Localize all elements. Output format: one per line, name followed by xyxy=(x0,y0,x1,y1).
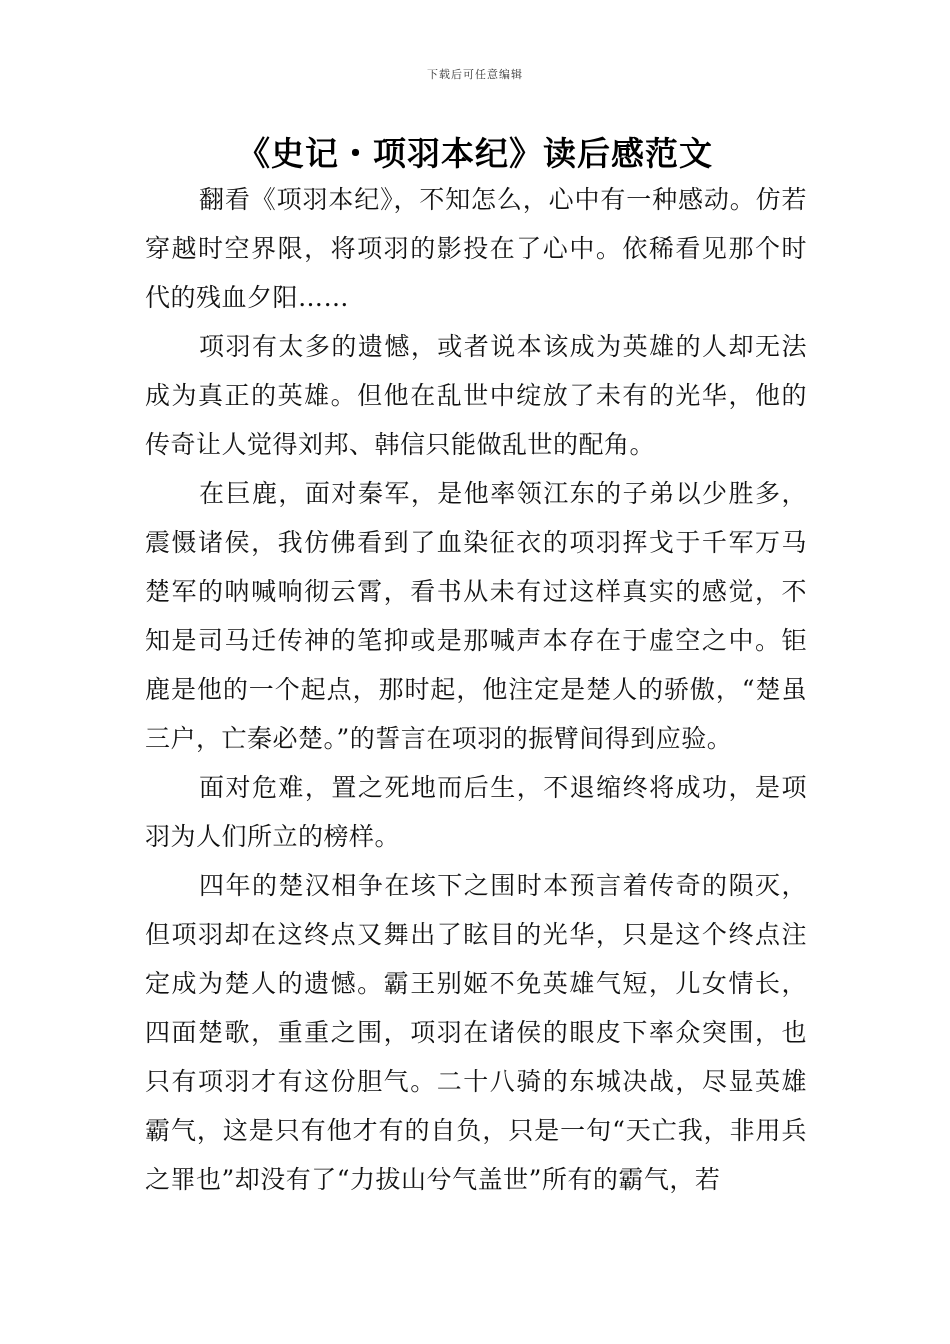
document-title: 《史记・项羽本纪》读后感范文 xyxy=(237,134,713,173)
header-note: 下载后可任意编辑 xyxy=(427,68,523,81)
paragraph: 在巨鹿，面对秦军，是他率领江东的子弟以少胜多，震慑诸侯，我仿佛看到了血染征衣的项羽挥戈于千军万马楚军的呐喊响彻云霄，看书从未有过这样真实的感觉，不知是司马迁传神的笔抑或是那喊声本存在于虚空之中。钜鹿是他的一个起点，那时起，他注定是楚人的骄傲，“楚虽三户，亡秦必楚。”的誓言在项羽的振臂间得到应验。 xyxy=(145,479,807,753)
paragraph: 项羽有太多的遗憾，或者说本该成为英雄的人却无法成为真正的英雄。但他在乱世中绽放了未有的光华，他的传奇让人觉得刘邦、韩信只能做乱世的配角。 xyxy=(145,332,807,459)
paragraph: 四年的楚汉相争在垓下之围时本预言着传奇的陨灭，但项羽却在这终点又舞出了眩目的光华，只是这个终点注定成为楚人的遗憾。霸王别姬不免英雄气短，儿女情长，四面楚歌，重重之围，项羽在诸侯的眼皮下率众突围，也只有项羽才有这份胆气。二十八骑的东城决战，尽显英雄霸气，这是只有他才有的自负，只是一句“天亡我，非用兵之罪也”却没有了“力拔山兮气盖世”所有的霸气，若 xyxy=(145,871,807,1194)
document-body xyxy=(145,175,807,1204)
paragraph: 翻看《项羽本纪》，不知怎么，心中有一种感动。仿若穿越时空界限，将项羽的影投在了心中。依稀看见那个时代的残血夕阳…… xyxy=(145,185,807,312)
paragraph: 面对危难，置之死地而后生，不退缩终将成功，是项羽为人们所立的榜样。 xyxy=(145,773,807,851)
